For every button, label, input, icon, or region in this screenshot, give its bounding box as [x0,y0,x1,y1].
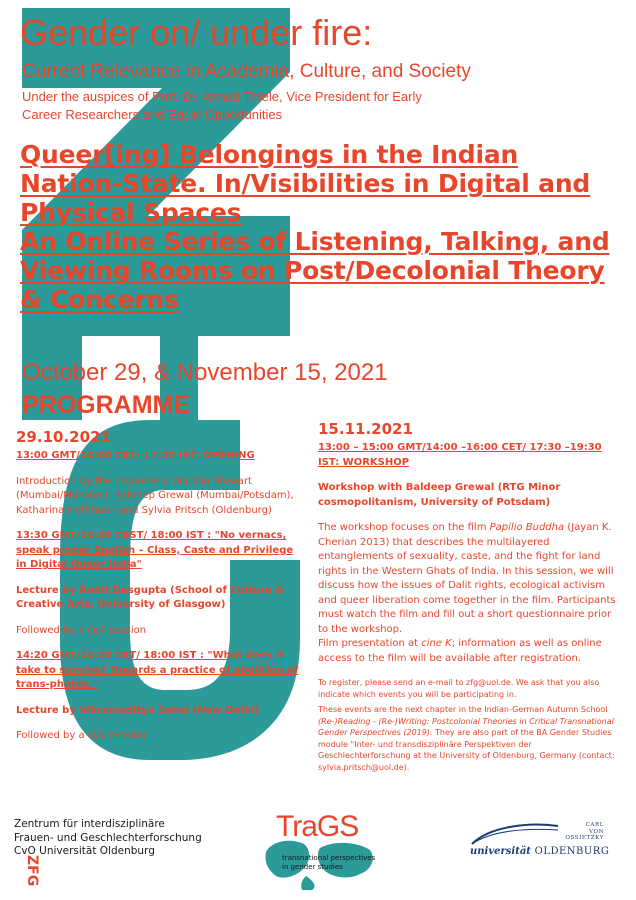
programme-heading: PROGRAMME [22,391,191,419]
series-title-line: An Online Series of Listening, Talking, and [20,227,610,256]
day2-column [318,420,618,773]
series-title-line: Physical Spaces [20,198,242,227]
series-title-line: Queer[ing] Belongings in the Indian [20,140,519,169]
workshop-description: The workshop focuses on the film Papilio Buddha (Jayan K. Cherian 2013) that describes the multilayered entanglements of sexuality, caste, and the fight for land rights in the Western Ghats of India. In this session, we will discuss how the issues of Dalit rights, ecological activism and queer liberation come together in the film. Participants must watch the film and fill out a short questionnaire prior to the workshop. Film presentation at cine K; information as well as online access to the film will be available after registration. [318,522,616,664]
talk2-lecturer: Lecture by Vikramaditya Sahai (New Delhi) [16,704,259,716]
auspices-note: Under the auspices of Prof. Dr. Annett Thiele, Vice President for Early Career Researchers and Equal Opportunities [22,89,422,122]
film-title: Papilio Buddha [489,522,565,533]
talk1-lecturer: Lecture by Rohit Dasgupta (School of Culture & Creative Arts, University of Glasgow) [16,584,285,610]
university-founder: CARL VON OSSIETZKY [565,822,604,841]
trags-wordmark: TraGS [276,810,359,843]
opening-intro: Introduction by the organizers: Madhia Stewart (Mumbai/Münster), Baldeep Grewal (Mumbai/Potsdam), Katharina Hoffmann and Sylvia Pritsch (Oldenburg) [16,475,294,516]
workshop-host: Workshop with Baldeep Grewal (RTG Minor cosmopolitanism, University of Potsdam) [318,482,561,508]
series-title-line: Viewing Rooms on Post/Decolonial Theory [20,256,605,285]
talk2-qa: Followed by a Q/A session [16,730,147,741]
series-title-line: & Concerns [20,285,179,314]
trags-logo [262,810,382,890]
event-title: Gender on/ under fire: [20,12,373,53]
day1-date: 29.10.2021 [16,428,111,446]
talk1-title: 13:30 GMT/14:30 CEST/ 18:00 IST : "No vernacs, speak proper English – Class, Caste and Privilege in Digital Queer India" [16,530,294,570]
university-arc-icon [470,820,560,846]
zfg-logo-text: Zentrum für interdisziplinäre Frauen- und Geschlechterforschung CvO Universität Oldenburg [14,818,202,857]
opening-time: 13:00 GMT/14:00 CET/ 17:30 IST: OPENING [16,450,255,461]
talk1-qa: Followed by a Q/A session [16,624,147,636]
event-dates: October 29, & November 15, 2021 [22,359,388,386]
university-name: universität OLDENBURG [470,846,610,857]
workshop-time: 13:00 – 15:00 GMT/14:00 –16:00 CET/ 17:30 –19:30 IST: WORKSHOP [318,442,602,468]
zfg-mark-icon: ZFG [24,855,40,887]
context-note: These events are the next chapter in the Indian-German Autumn School (Re-)Reading - (Re-)Writing: Postcolonial Theories in Critical Transnational Gender Perspectives (2019). They are also part of the BA Gender Studies module "Inter- und transdisziplinäre Perspektiven der Geschlechterforschung at the University of Oldenburg, Germany (contact: sylvia.pritsch@uol.de). [318,705,615,772]
university-oldenburg-logo [470,820,620,870]
autumn-school-title: (Re-)Reading - (Re-)Writing: Postcolonial Theories in Critical Transnational Gender Perspectives (2019). [318,716,614,737]
series-title-line: Nation-State. In/Visibilities in Digital and [20,169,591,198]
event-subtitle: Current Relevance in Academia, Culture, and Society [22,61,471,82]
day2-date: 15.11.2021 [318,420,413,438]
venue-name: cine K [421,638,452,649]
day1-column [16,428,301,755]
registration-note: To register, please send an e-mail to zfg@uol.de. We ask that you also indicate which events you will be participating in. [318,678,600,699]
trags-tagline: transnational perspectives in gender studies [282,854,376,871]
talk2-title: 14:20 GMT/14:20 CET/ 18:00 IST : "What does it take to survive? Towards a practice of abolition of trans-phobia." [16,650,299,690]
series-title [20,140,630,314]
